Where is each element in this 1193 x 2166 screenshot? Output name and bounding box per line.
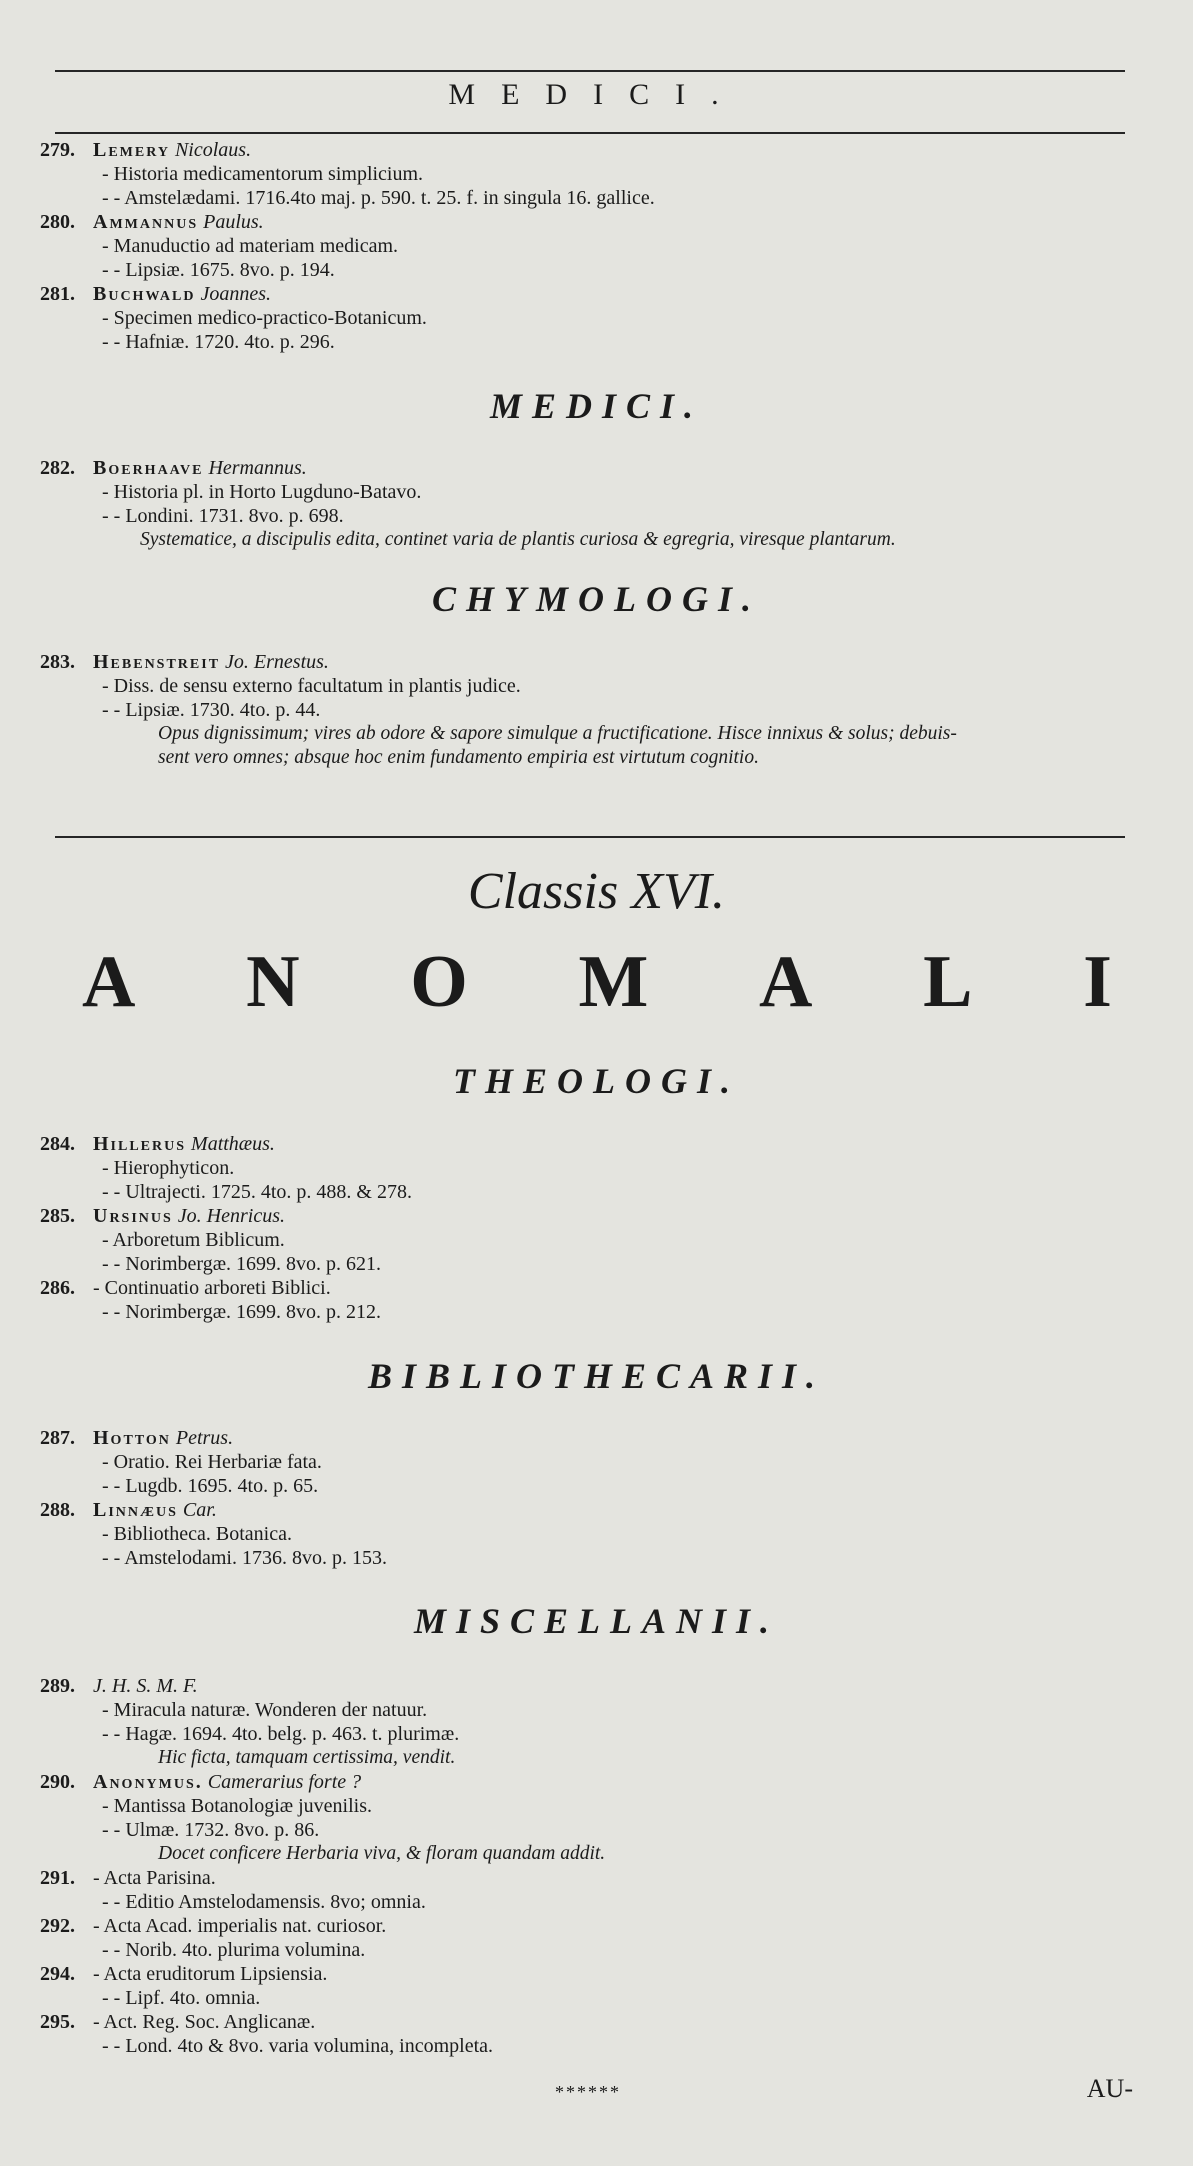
section-heading-bibliothecarii: BIBLIOTHECARII. [367, 1356, 826, 1396]
entry-number: 286. [40, 1277, 75, 1299]
entry-given-name: Camerarius forte ? [207, 1771, 362, 1793]
entry-given-name: Joannes. [200, 283, 272, 305]
entry-given-name: Hermannus. [208, 457, 307, 479]
entry-author: Buchwald [93, 283, 196, 305]
entries-bibliothecarii [40, 1426, 1160, 1570]
entry-280 [40, 210, 1160, 234]
entry-given-name: Nicolaus. [174, 139, 252, 161]
entry-287 [40, 1426, 1160, 1450]
section-heading-theologi: THEOLOGI. [453, 1061, 740, 1101]
entry-title: - Acta Acad. imperialis nat. curiosor. [93, 1915, 387, 1937]
entry-title: - Oratio. Rei Herbariæ fata. [102, 1451, 322, 1473]
entry-imprint: - - Lipsiæ. 1730. 4to. p. 44. [102, 699, 321, 721]
entry-author: Boerhaave [93, 457, 204, 479]
entry-imprint: - - Lipf. 4to. omnia. [102, 1987, 261, 2009]
entry-title: - Act. Reg. Soc. Anglicanæ. [93, 2011, 316, 2033]
entry-author: Hebenstreit [93, 651, 221, 673]
entry-imprint: - - Londini. 1731. 8vo. p. 698. [102, 505, 344, 527]
entry-number: 290. [40, 1771, 75, 1793]
entry-imprint: - - Norimbergæ. 1699. 8vo. p. 621. [102, 1253, 382, 1275]
entry-imprint: - - Lond. 4to & 8vo. varia volumina, incompleta. [102, 2035, 494, 2057]
entry-author: Hillerus [93, 1133, 187, 1155]
entry-title: - Bibliotheca. Botanica. [102, 1523, 292, 1545]
entry-283 [40, 650, 1160, 674]
entry-note: Opus dignissimum; vires ab odore & sapore simulque a fructificatione. Hisce innixus & solus; debuis- [158, 723, 957, 744]
entry-title: - Mantissa Botanologiæ juvenilis. [102, 1795, 372, 1817]
entry-title: - Diss. de sensu externo facultatum in plantis judice. [102, 675, 521, 697]
entry-number: 283. [40, 651, 75, 673]
entry-290 [40, 1770, 1160, 1794]
entry-title: - Miracula naturæ. Wonderen der natuur. [102, 1699, 428, 1721]
section-heading-medici: MEDICI. [489, 386, 704, 426]
entry-number: 295. [40, 2011, 75, 2033]
entry-imprint: - - Norimbergæ. 1699. 8vo. p. 212. [102, 1301, 382, 1323]
class-letter: L [923, 941, 973, 1023]
entry-imprint: - - Ulmæ. 1732. 8vo. p. 86. [102, 1819, 320, 1841]
entry-imprint: - - Amstelodami. 1736. 8vo. p. 153. [102, 1547, 387, 1569]
entries-medici [40, 456, 1160, 552]
entry-given-name: Petrus. [175, 1427, 234, 1449]
class-letter: A [82, 941, 136, 1023]
entry-number: 279. [40, 139, 75, 161]
entry-284 [40, 1132, 1160, 1156]
entry-given-name: Jo. Ernestus. [225, 651, 329, 673]
entry-number: 294. [40, 1963, 75, 1985]
class-letter: M [578, 941, 649, 1023]
entry-number: 284. [40, 1133, 75, 1155]
entry-288 [40, 1498, 1160, 1522]
top-rule [55, 70, 1125, 72]
section-heading-miscellanii: MISCELLANII. [413, 1601, 780, 1641]
entry-281 [40, 282, 1160, 306]
entry-291 [40, 1866, 1160, 1890]
entry-title: - Continuatio arboreti Biblici. [93, 1277, 331, 1299]
entry-given-name: Matthæus. [191, 1133, 275, 1155]
entry-number: 289. [40, 1675, 75, 1697]
class-letter: O [410, 941, 468, 1023]
class-name-anomali [82, 940, 1112, 1025]
entry-imprint: - - Lugdb. 1695. 4to. p. 65. [102, 1475, 319, 1497]
entry-author: Ammannus [93, 211, 199, 233]
header-rule [55, 132, 1125, 134]
entry-number: 282. [40, 457, 75, 479]
entry-author: Hotton [93, 1427, 171, 1449]
entry-286 [40, 1276, 1160, 1300]
entry-282 [40, 456, 1160, 480]
entry-imprint: - - Editio Amstelodamensis. 8vo; omnia. [102, 1891, 426, 1913]
class-letter: I [1083, 941, 1112, 1023]
entry-imprint: - - Amstelædami. 1716.4to maj. p. 590. t. 25. f. in singula 16. gallice. [102, 187, 655, 209]
entry-279 [40, 138, 1160, 162]
catchword: AU- [1086, 2074, 1133, 2103]
entry-number: 288. [40, 1499, 75, 1521]
entry-294 [40, 1962, 1160, 1986]
class-title: Classis XVI. [467, 863, 726, 920]
entry-number: 291. [40, 1867, 75, 1889]
entry-number: 285. [40, 1205, 75, 1227]
entry-imprint: - - Lipsiæ. 1675. 8vo. p. 194. [102, 259, 335, 281]
entry-292 [40, 1914, 1160, 1938]
entry-author: Lemery [93, 139, 170, 161]
entry-title: - Specimen medico-practico-Botanicum. [102, 307, 427, 329]
entries-miscellanii [40, 1674, 1160, 2058]
entry-author: Linnæus [93, 1499, 178, 1521]
footer-ornament: ****** [555, 2082, 621, 2102]
entry-note: Systematice, a discipulis edita, continet varia de plantis curiosa & egregria, viresque plantarum. [140, 529, 896, 550]
entry-285 [40, 1204, 1160, 1228]
entry-title: - Manuductio ad materiam medicam. [102, 235, 399, 257]
entry-imprint: - - Norib. 4to. plurima volumina. [102, 1939, 366, 1961]
entry-note: Docet conficere Herbaria viva, & floram quandam addit. [158, 1843, 606, 1864]
entry-title: - Acta Parisina. [93, 1867, 216, 1889]
entries-theologi [40, 1132, 1160, 1324]
entry-289 [40, 1674, 1160, 1698]
entry-title: - Arboretum Biblicum. [102, 1229, 285, 1251]
section-heading-chymologi: CHYMOLOGI. [431, 579, 761, 619]
entry-title: - Acta eruditorum Lipsiensia. [93, 1963, 328, 1985]
entry-title: - Hierophyticon. [102, 1157, 235, 1179]
entry-number: 287. [40, 1427, 75, 1449]
entry-imprint: - - Hafniæ. 1720. 4to. p. 296. [102, 331, 335, 353]
entry-note: sent vero omnes; absque hoc enim fundamento empiria est virtutum cognitio. [158, 747, 759, 768]
class-letter: N [246, 941, 300, 1023]
entry-number: 281. [40, 283, 75, 305]
entry-title: - Historia pl. in Horto Lugduno-Batavo. [102, 481, 422, 503]
entry-author: Ursinus [93, 1205, 173, 1227]
entry-295 [40, 2010, 1160, 2034]
entry-given-name: J. H. S. M. F. [93, 1675, 198, 1697]
entry-number: 280. [40, 211, 75, 233]
entries-chymologi [40, 650, 1160, 770]
entry-given-name: Car. [182, 1499, 217, 1521]
entry-note: Hic ficta, tamquam certissima, vendit. [158, 1747, 456, 1768]
entries-medici-top [40, 138, 1160, 354]
entry-number: 292. [40, 1915, 75, 1937]
entry-author: Anonymus. [93, 1771, 203, 1793]
class-rule [55, 836, 1125, 838]
class-letter: A [759, 941, 813, 1023]
running-head: MEDICI. [448, 78, 745, 111]
entry-given-name: Jo. Henricus. [177, 1205, 285, 1227]
entry-title: - Historia medicamentorum simplicium. [102, 163, 424, 185]
entry-imprint: - - Ultrajecti. 1725. 4to. p. 488. & 278. [102, 1181, 412, 1203]
entry-given-name: Paulus. [203, 211, 264, 233]
entry-imprint: - - Hagæ. 1694. 4to. belg. p. 463. t. plurimæ. [102, 1723, 460, 1745]
